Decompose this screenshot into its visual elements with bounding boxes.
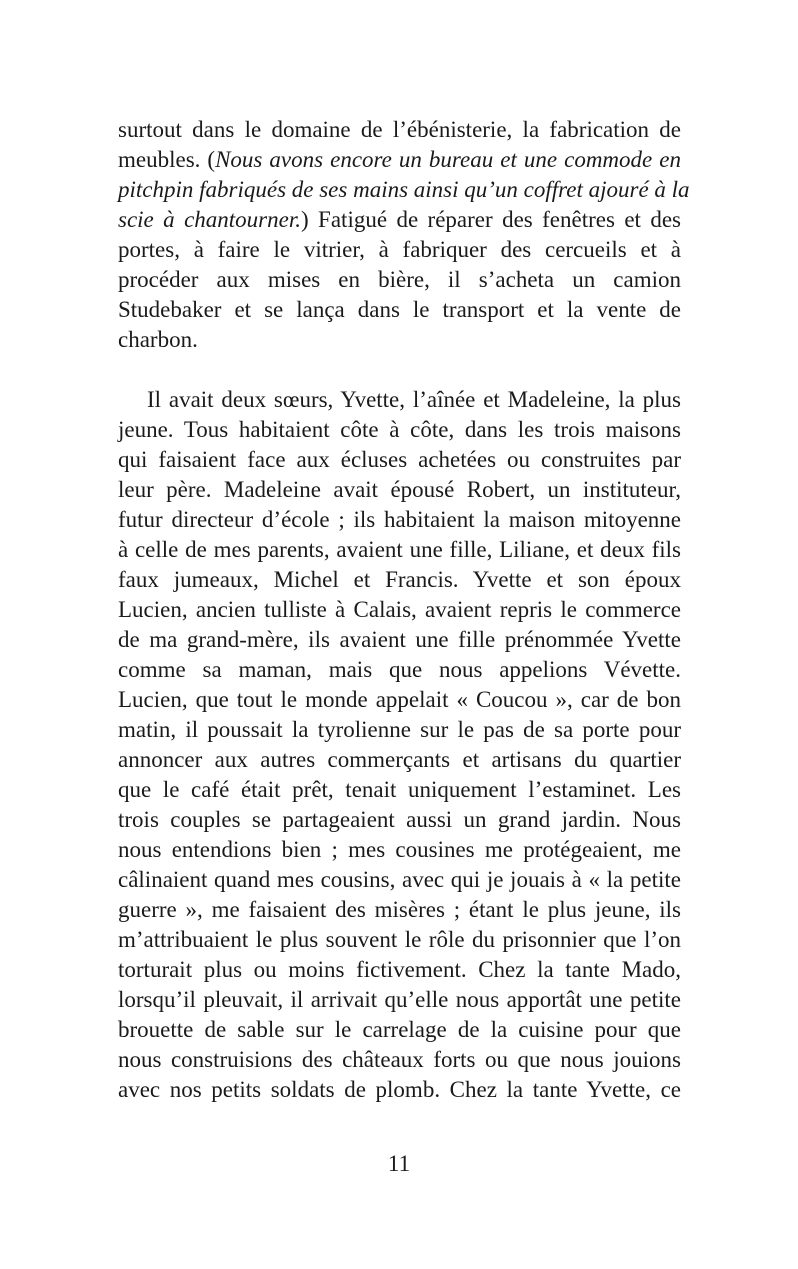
text-line: procéder aux mises en bière, il s’acheta un camion [118, 267, 681, 292]
text-line: Studebaker et se lança dans le transport et la vente de [118, 297, 681, 322]
page-body [118, 115, 690, 1105]
text-line: câlinaient quand mes cousins, avec qui je jouais à « la petite [118, 867, 681, 892]
text-line: que le café était prêt, tenait uniquement l’estaminet. Les [118, 777, 681, 802]
paragraph-spacer [118, 355, 681, 385]
text-line: brouette de sable sur le carrelage de la cuisine pour que [118, 1017, 681, 1042]
text-run: meubles. ( [118, 147, 216, 172]
text-line: qui faisaient face aux écluses achetées ou construites par [118, 447, 681, 472]
paragraph-1 [118, 115, 690, 355]
text-line: leur père. Madeleine avait épousé Robert, un instituteur, [118, 477, 681, 502]
text-line: comme sa maman, mais que nous appelions Vévette. [118, 657, 681, 682]
text-line: annoncer aux autres commerçants et artisans du quartier [118, 747, 681, 772]
text-line: Lucien, ancien tulliste à Calais, avaient repris le commerce [118, 597, 681, 622]
text-line: jeune. Tous habitaient côte à côte, dans les trois maisons [118, 417, 681, 442]
text-line [118, 145, 681, 175]
text-line: matin, il poussait la tyrolienne sur le pas de sa porte pour [118, 717, 681, 742]
text-line: nous construisions des châteaux forts ou que nous jouions [118, 1047, 681, 1072]
text-line: avec nos petits soldats de plomb. Chez la tante Yvette, ce [118, 1077, 681, 1102]
text-line: futur directeur d’école ; ils habitaient la maison mitoyenne [118, 507, 681, 532]
text-line: faux jumeaux, Michel et Francis. Yvette et son époux [118, 567, 681, 592]
italic-text-run: pitchpin fabriqués de ses mains ainsi qu’un coffret ajouré à la [118, 177, 690, 202]
text-line: portes, à faire le vitrier, à fabriquer des cercueils et à [118, 237, 681, 262]
text-line: nous entendions bien ; mes cousines me protégeaient, me [118, 837, 681, 862]
text-line: lorsqu’il pleuvait, il arrivait qu’elle nous apportât une petite [118, 987, 681, 1012]
text-line [118, 175, 690, 205]
text-line: trois couples se partageaient aussi un grand jardin. Nous [118, 807, 681, 832]
italic-text-run: Nous avons encore un bureau et une commode en [215, 147, 681, 172]
page-number: 11 [387, 1151, 411, 1176]
text-line: de ma grand-mère, ils avaient une fille prénommée Yvette [118, 627, 681, 652]
text-run: ) Fatigué de réparer des fenêtres et des [300, 207, 681, 232]
text-line: surtout dans le domaine de l’ébénisterie, la fabrication de [118, 117, 681, 142]
italic-text-run: scie à chantourner. [118, 207, 301, 232]
text-line: m’attribuaient le plus souvent le rôle du prisonnier que l’on [118, 927, 681, 952]
text-line [118, 205, 681, 235]
text-line: Il avait deux sœurs, Yvette, l’aînée et Madeleine, la plus [147, 387, 681, 412]
text-line: torturait plus ou moins fictivement. Chez la tante Mado, [118, 957, 681, 982]
text-line: charbon. [118, 327, 198, 352]
text-line: Lucien, que tout le monde appelait « Coucou », car de bon [118, 687, 681, 712]
text-line: guerre », me faisaient des misères ; étant le plus jeune, ils [118, 897, 681, 922]
paragraph-2 [118, 385, 681, 1105]
text-line: à celle de mes parents, avaient une fille, Liliane, et deux fils [118, 537, 681, 562]
